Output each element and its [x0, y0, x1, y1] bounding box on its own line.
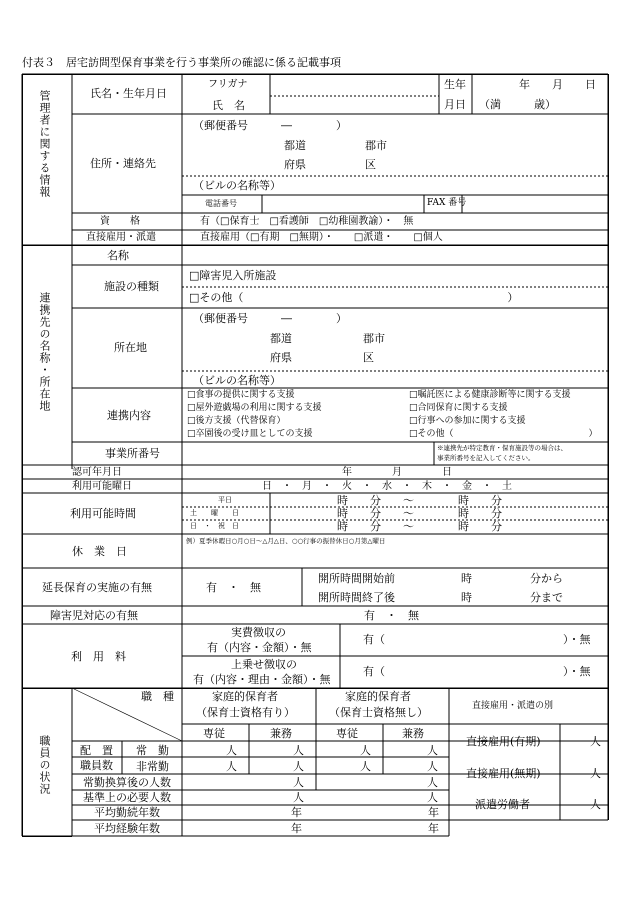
placement-label-2: 職員数: [80, 759, 113, 772]
avg-experience-unqualified[interactable]: 年: [428, 822, 439, 835]
facility-type-option-1[interactable]: □障害児入所施設: [189, 269, 277, 282]
job-type-header: 職 種: [141, 690, 174, 703]
hours-saturday-label: 土 曜 日: [190, 509, 239, 517]
avg-tenure-unqualified[interactable]: 年: [428, 806, 439, 819]
extended-before-from[interactable]: 分から: [530, 572, 563, 585]
hours-holiday-label: 日 ・ 祝 日: [190, 522, 239, 530]
emp-fixed-term-label: 直接雇用(有期): [466, 735, 541, 748]
office-number-label: 事業所番号: [105, 447, 160, 460]
staff-section-label: 職員の状況: [38, 735, 51, 795]
employment-options[interactable]: 直接雇用（□有期 □無期）・ □派遣・ □個人: [200, 232, 443, 243]
avg-tenure-qualified[interactable]: 年: [291, 806, 302, 819]
partner-building-field[interactable]: （ビルの名称等）: [193, 374, 281, 387]
placement-label-1: 配 置: [80, 744, 113, 757]
content-option-other[interactable]: □その他（ ）: [409, 429, 598, 439]
avg-tenure-label: 平均勤続年数: [94, 806, 160, 819]
qualification-options[interactable]: 有（□保育士 □看護師 □幼稚園教諭）・ 無: [200, 216, 414, 227]
content-option-backup[interactable]: □後方支援（代替保育）: [187, 416, 286, 426]
admin-ku: 区: [365, 158, 376, 171]
converted-count-label: 常勤換算後の人数: [83, 776, 171, 789]
extended-care-yesno[interactable]: 有 ・ 無: [206, 581, 261, 594]
admin-fax-label: FAX 番号: [427, 198, 467, 208]
office-number-note-2: 事業所番号を記入してください。: [437, 454, 535, 462]
emp-dispatch-count[interactable]: 人: [590, 798, 601, 811]
fulltime-qualified-dedicated[interactable]: 人: [226, 744, 237, 757]
available-days-label: 利用可能曜日: [72, 481, 132, 492]
extra-cost-label-1: 上乗せ徴収の: [231, 658, 297, 671]
partner-todo: 都道: [270, 332, 292, 345]
office-number-note-1: ※連携先が特定教育・保育施設等の場合は、: [437, 444, 567, 452]
caregiver-qualified-header-2: （保育士資格有り）: [196, 706, 295, 719]
fulltime-dedicated-header-1: 専従: [203, 727, 225, 740]
extended-before-ji[interactable]: 時: [461, 572, 472, 585]
partner-ku: 区: [363, 351, 374, 364]
fulltime-unqualified-concurrent[interactable]: 人: [427, 744, 438, 757]
extra-cost-label-2: 有（内容・理由・金額）・無: [193, 673, 331, 686]
extra-cost-end[interactable]: ）・無: [563, 665, 591, 678]
emp-dispatch-label: 派遣労働者: [475, 798, 530, 811]
parttime-qualified-concurrent[interactable]: 人: [293, 760, 304, 773]
required-count-qualified[interactable]: 人: [293, 791, 304, 804]
partner-postal-field[interactable]: （郵便番号 ― ）: [193, 312, 347, 325]
parttime-qualified-dedicated[interactable]: 人: [226, 760, 237, 773]
disability-support-label: 障害児対応の有無: [50, 609, 138, 622]
concurrent-header-1: 兼務: [270, 727, 292, 740]
closed-days-label: 休 業 日: [72, 545, 127, 558]
employment-label: 直接雇用・派遣: [86, 232, 156, 243]
hours-saturday-field[interactable]: 時 分 〜 時 分: [337, 507, 502, 520]
fulltime-dedicated-header-2: 専従: [336, 727, 358, 740]
admin-fuken: 府県: [284, 158, 306, 171]
content-option-graduation[interactable]: □卒園後の受け皿としての支援: [187, 429, 313, 439]
emp-indefinite-label: 直接雇用(無期): [466, 767, 541, 780]
hours-weekday-field[interactable]: 時 分 〜 時 分: [337, 494, 502, 507]
form-title: 付表３ 居宅訪問型保育事業を行う事業所の確認に係る記載事項: [22, 56, 341, 69]
extended-after-until[interactable]: 分まで: [530, 591, 563, 604]
actual-cost-label-1: 実費徴収の: [231, 626, 286, 639]
actual-cost-label-2: 有（内容・金額）・無: [207, 641, 312, 654]
age-field[interactable]: （満 歳）: [479, 98, 556, 111]
approval-date-field[interactable]: 年 月 日: [342, 467, 452, 478]
content-option-playground[interactable]: □屋外遊戯場の利用に関する支援: [187, 403, 322, 413]
extra-cost-have[interactable]: 有（: [363, 665, 385, 678]
available-hours-label: 利用可能時間: [70, 507, 136, 520]
admin-name-label: 氏名・生年月日: [90, 87, 167, 100]
admin-gunshi: 郡市: [365, 139, 387, 152]
partner-fuken: 府県: [270, 351, 292, 364]
available-days-options[interactable]: 日 ・ 月 ・ 火 ・ 水 ・ 木 ・ 金 ・ 土: [262, 481, 512, 492]
partner-name-field[interactable]: [184, 247, 606, 263]
emp-indefinite-count[interactable]: 人: [590, 767, 601, 780]
admin-address-label: 住所・連絡先: [90, 157, 156, 170]
extended-after-label: 開所時間終了後: [318, 591, 395, 604]
required-count-label: 基準上の必要人数: [83, 791, 171, 804]
content-option-events[interactable]: □行事への参加に関する支援: [409, 416, 526, 426]
extended-care-label: 延長保育の実施の有無: [42, 581, 152, 594]
extended-after-ji[interactable]: 時: [461, 591, 472, 604]
admin-name-field[interactable]: [272, 98, 436, 112]
fulltime-unqualified-dedicated[interactable]: 人: [360, 744, 371, 757]
hours-holiday-field[interactable]: 時 分 〜 時 分: [337, 520, 502, 533]
shimei-label: 氏 名: [212, 99, 245, 112]
birth-label-2: 月日: [444, 98, 466, 111]
caregiver-unqualified-header-2: （保育士資格無し）: [329, 706, 428, 719]
employment-type-header: 直接雇用・派遣の別: [472, 701, 554, 711]
admin-building-field[interactable]: （ビルの名称等）: [193, 179, 281, 192]
partner-name-label: 名称: [107, 249, 129, 262]
caregiver-unqualified-header-1: 家庭的保育者: [345, 690, 411, 703]
parttime-unqualified-dedicated[interactable]: 人: [360, 760, 371, 773]
admin-todo: 都道: [284, 139, 306, 152]
disability-support-yesno[interactable]: 有 ・ 無: [364, 609, 419, 622]
facility-type-label: 施設の種類: [104, 280, 159, 293]
partner-content-label: 連携内容: [107, 409, 151, 422]
actual-cost-end[interactable]: ）・無: [563, 633, 591, 646]
office-number-field[interactable]: [184, 444, 432, 463]
content-option-joint-care[interactable]: □合同保育に関する支援: [409, 403, 508, 413]
fulltime-label: 常 勤: [136, 744, 169, 757]
birth-label-1: 生年: [444, 78, 466, 91]
parttime-label: 非常勤: [136, 760, 169, 773]
closed-days-field[interactable]: [184, 548, 606, 566]
converted-count-unqualified[interactable]: 人: [427, 776, 438, 789]
content-option-doctor[interactable]: □嘱託医による健康診断等に関する支援: [409, 390, 571, 400]
qualification-label: 資 格: [100, 216, 140, 227]
converted-count-qualified[interactable]: 人: [293, 776, 304, 789]
partner-location-label: 所在地: [114, 341, 147, 354]
fees-label: 利 用 料: [71, 650, 126, 663]
partner-section-label: 連携先の名称・所在地: [38, 292, 51, 412]
actual-cost-have[interactable]: 有（: [363, 633, 385, 646]
closed-days-example: 例）夏季休暇日○月○日〜△月△日、○○行事の振替休日○月第△曜日: [186, 537, 386, 545]
content-option-meal[interactable]: □食事の提供に関する支援: [187, 390, 295, 400]
extended-before-label: 開所時間開始前: [318, 572, 395, 585]
concurrent-header-2: 兼務: [402, 727, 424, 740]
admin-postal-field[interactable]: （郵便番号 ― ）: [193, 119, 347, 132]
hours-weekday-label: 平日: [218, 496, 232, 504]
admin-tel-field[interactable]: [264, 197, 422, 211]
furigana-field[interactable]: [272, 76, 436, 94]
furigana-label: フリガナ: [208, 79, 248, 90]
emp-fixed-term-count[interactable]: 人: [590, 735, 601, 748]
fulltime-qualified-concurrent[interactable]: 人: [293, 744, 304, 757]
admin-fax-field[interactable]: [464, 197, 606, 211]
approval-date-label: 認可年月日: [72, 467, 122, 478]
admin-section-label: 管理者に関する情報: [38, 90, 51, 198]
facility-type-option-2[interactable]: □その他（ ）: [189, 291, 519, 304]
birth-date-field[interactable]: 年 月 日: [519, 78, 596, 91]
parttime-unqualified-concurrent[interactable]: 人: [427, 760, 438, 773]
admin-tel-label: 電話番号: [205, 199, 237, 208]
required-count-unqualified[interactable]: 人: [427, 791, 438, 804]
avg-experience-label: 平均経験年数: [94, 822, 160, 835]
partner-gunshi: 郡市: [363, 332, 385, 345]
avg-experience-qualified[interactable]: 年: [291, 822, 302, 835]
caregiver-qualified-header-1: 家庭的保育者: [212, 690, 278, 703]
